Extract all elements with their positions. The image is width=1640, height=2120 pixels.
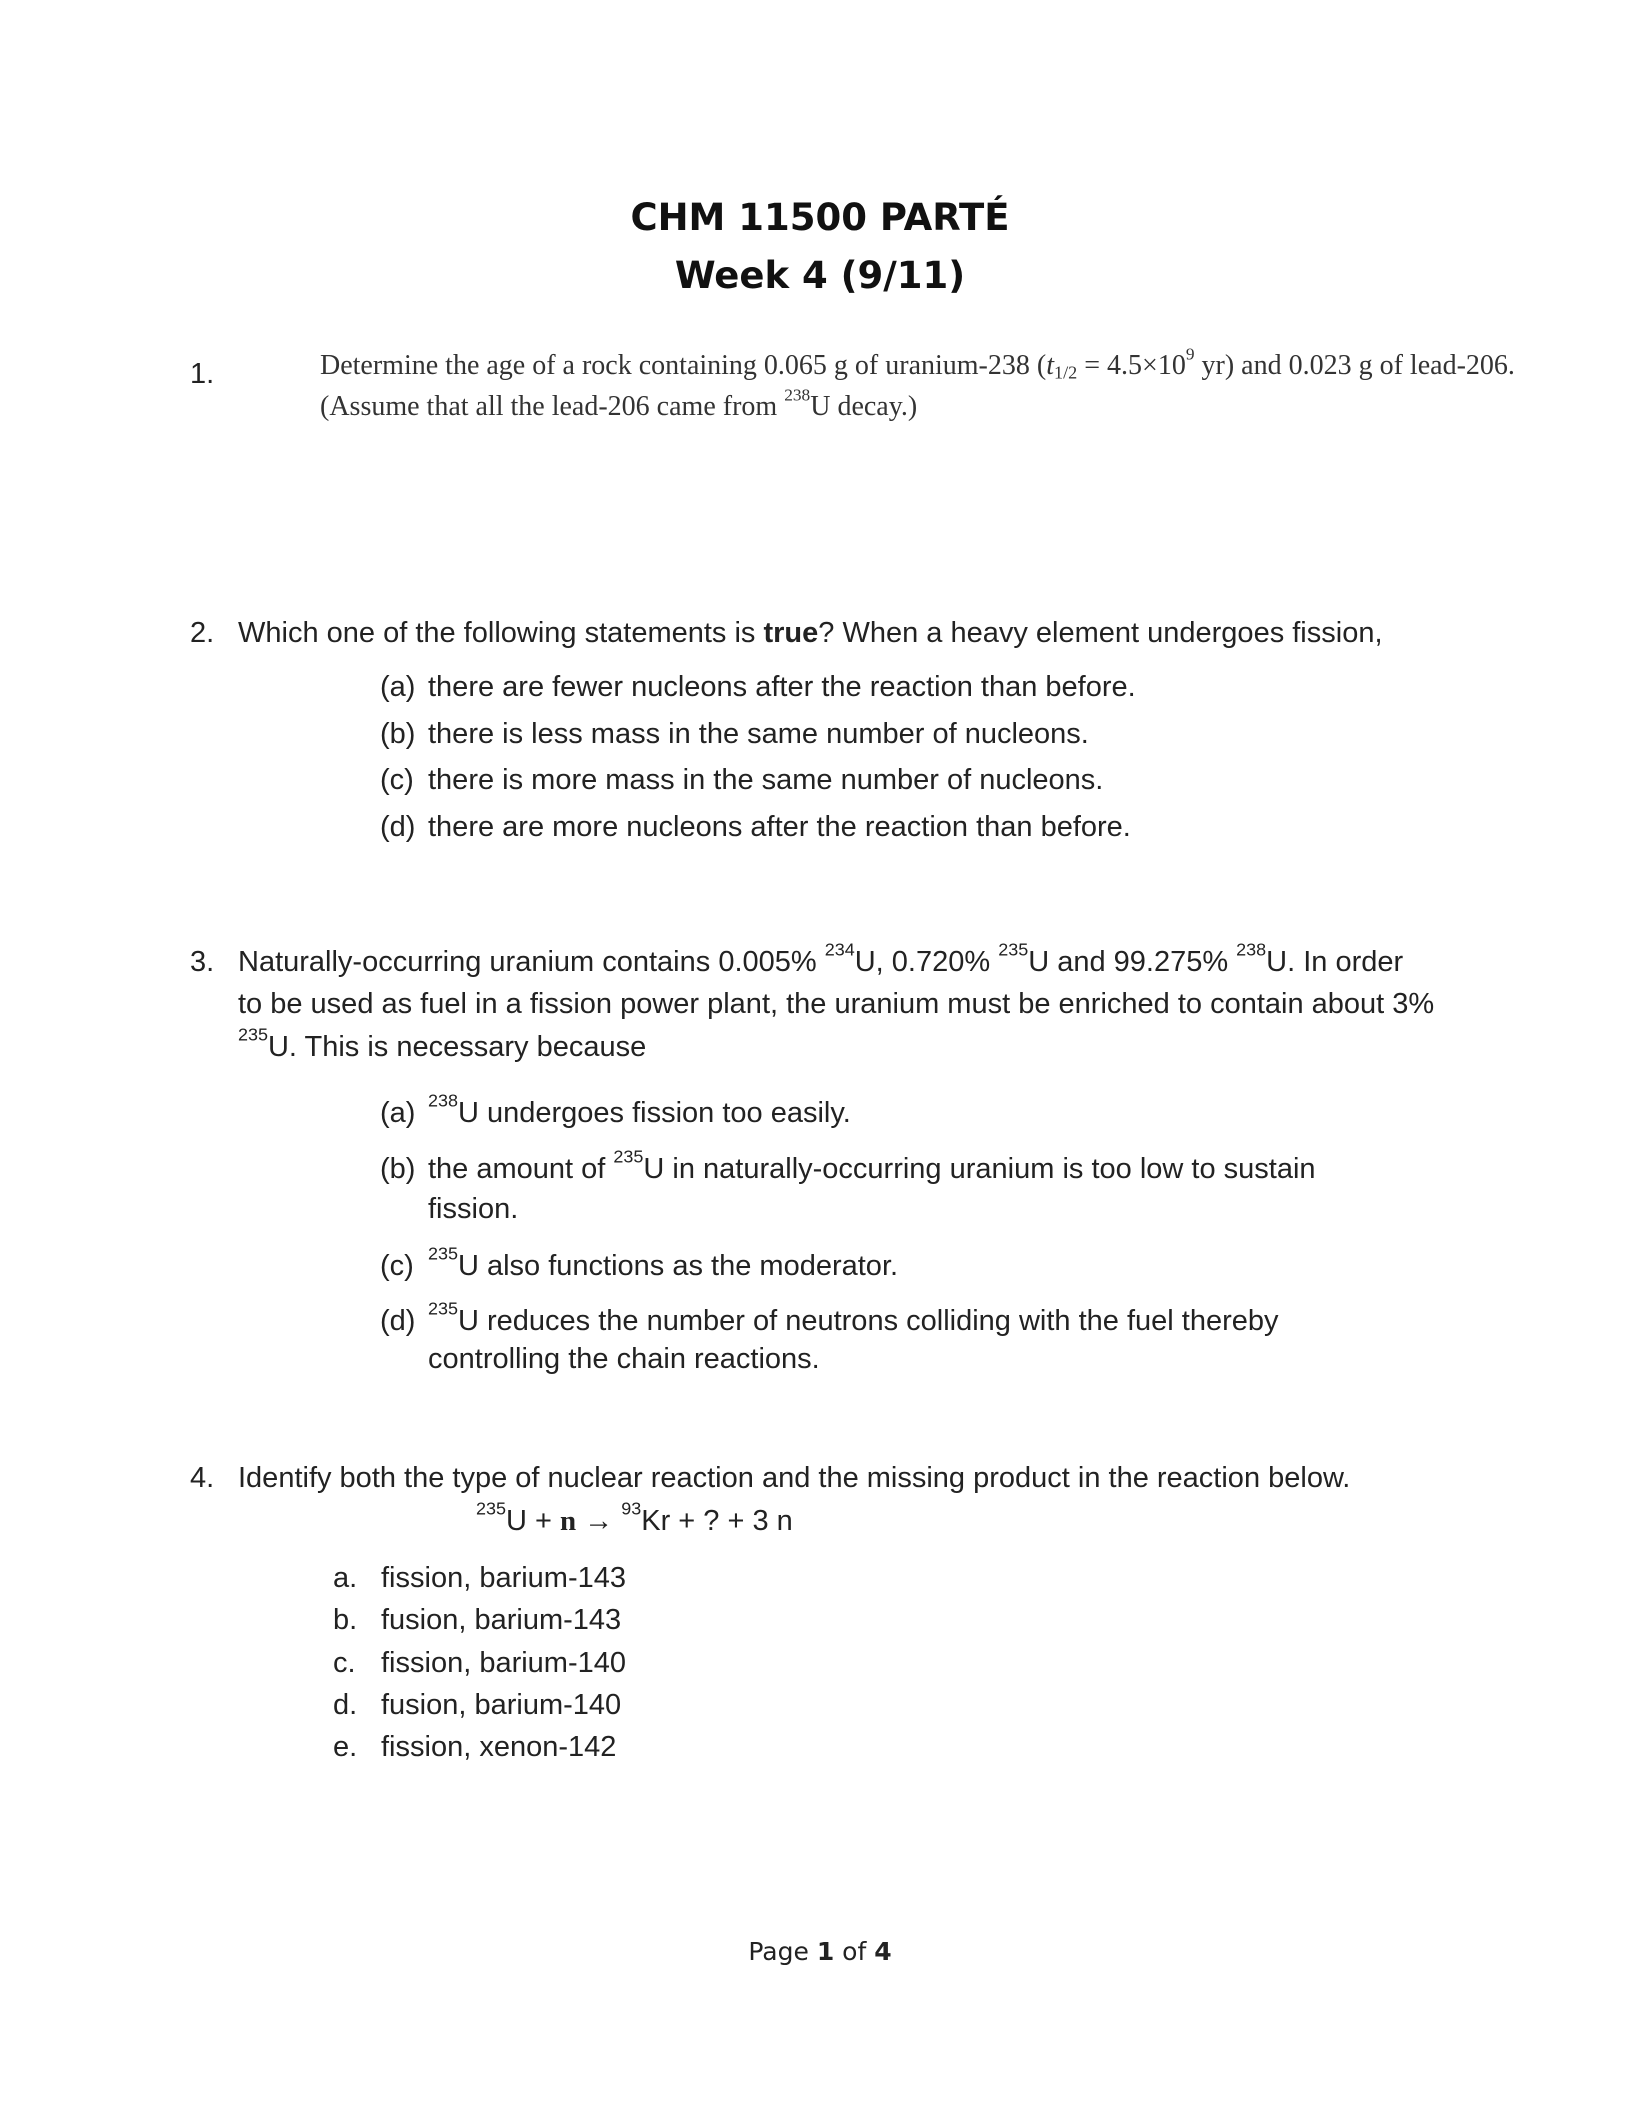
course-title: CHM 11500 PARTÉ [630,196,1010,239]
question-2-option-d: (d) there are more nucleons after the reaction than before. [380,811,1131,843]
question-3-line-3: $^{235}$U. This is necessary because [238,1024,647,1063]
reaction-equation: $^{235}$U + n → $^{93}$Kr + ? + 3 n [476,1498,793,1537]
question-2-option-a: (a) there are fewer nucleons after the reaction than before. [380,671,1136,703]
question-3-option-a: (a) $^{238}$U undergoes fission too easily. [380,1090,851,1129]
question-1-line-1: Determine the age of a rock containing 0.065 g of uranium-238 ($t_{1/2} = 4.5\times 10^9$ yr) and 0.023 g of lead-206. [320,344,1515,383]
question-3-option-d-continued: controlling the chain reactions. [428,1343,820,1375]
question-2-option-c: (c) there is more mass in the same number of nucleons. [380,764,1104,796]
question-4-option-b: b. fusion, barium-143 [333,1604,622,1636]
question-2-stem: Which one of the following statements is true? When a heavy element undergoes fission, [238,617,1383,649]
question-4-stem: Identify both the type of nuclear reaction and the missing product in the reaction below. [238,1462,1351,1494]
question-2-number: 2. [190,617,215,649]
page-number-footer: Page 1 of 4 [748,1937,892,1966]
question-3-option-d: (d) $^{235}$U reduces the number of neutrons colliding with the fuel thereby [380,1298,1279,1337]
question-1-line-2: (Assume that all the lead-206 came from $^{238}$U decay.) [320,385,918,422]
question-1-number: 1. [190,358,215,390]
question-4-number: 4. [190,1462,215,1494]
question-3-option-b: (b) the amount of $^{235}$U in naturally-occurring uranium is too low to sustain [380,1146,1316,1185]
question-3-option-b-continued: fission. [428,1193,519,1225]
question-4-option-a: a. fission, barium-143 [333,1562,626,1594]
question-2-option-b: (b) there is less mass in the same number of nucleons. [380,718,1089,750]
question-3-number: 3. [190,946,215,978]
question-3-option-c: (c) $^{235}$U also functions as the moderator. [380,1243,899,1282]
question-3-line-2: to be used as fuel in a fission power plant, the uranium must be enriched to contain about 3% [238,988,1435,1020]
question-4-option-e: e. fission, xenon-142 [333,1731,617,1763]
question-3-line-1: Naturally-occurring uranium contains 0.005% $^{234}$U, 0.720% $^{235}$U and 99.275% $^{238}$U. In order [238,939,1404,978]
question-4-option-c: c. fission, barium-140 [333,1647,626,1679]
question-4-option-d: d. fusion, barium-140 [333,1689,622,1721]
week-title: Week 4 (9/11) [674,254,966,297]
